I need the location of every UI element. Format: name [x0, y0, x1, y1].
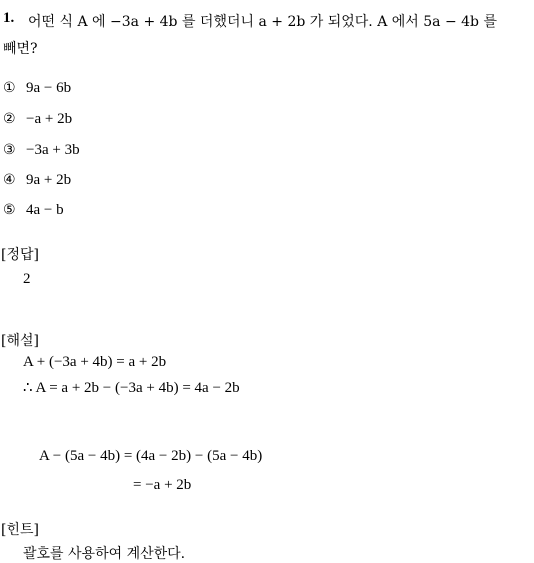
choice-1-mark: ①: [3, 80, 16, 96]
choice-2-mark: ②: [3, 111, 16, 127]
choice-5-text: 4a − b: [26, 202, 64, 218]
choice-2-text: −a + 2b: [26, 111, 73, 127]
choice-3-mark: ③: [3, 142, 16, 158]
choice-5[interactable]: [3, 202, 64, 219]
choice-1-text: 9a − 6b: [26, 80, 72, 96]
hint-label: [힌트]: [1, 522, 39, 538]
choice-3[interactable]: [3, 142, 80, 159]
explanation-line-1: A + (−3a + 4b) = a + 2b: [23, 354, 167, 370]
choice-4-text: 9a + 2b: [26, 172, 72, 188]
question-block: [3, 10, 14, 27]
explanation-line-4: = −a + 2b: [133, 477, 192, 493]
choice-3-text: −3a + 3b: [26, 142, 80, 158]
question-number: 1.: [3, 10, 15, 26]
choice-2[interactable]: [3, 111, 72, 128]
question-line-1: 어떤 식 A 에 −3a + 4b 를 더했더니 a + 2b 가 되었다. A 에서 5a − 4b 를: [28, 14, 497, 30]
choice-5-mark: ⑤: [3, 202, 16, 218]
choice-1[interactable]: [3, 80, 71, 97]
answer-value: 2: [23, 271, 31, 287]
answer-label: [정답]: [1, 247, 39, 263]
hint-text: 괄호를 사용하여 계산한다.: [23, 546, 186, 562]
explanation-label: [해설]: [1, 333, 39, 349]
explanation-line-3: A − (5a − 4b) = (4a − 2b) − (5a − 4b): [39, 448, 263, 464]
choice-4-mark: ④: [3, 172, 16, 188]
explanation-line-2: ∴ A = a + 2b − (−3a + 4b) = 4a − 2b: [23, 380, 240, 396]
choice-4[interactable]: [3, 172, 71, 189]
question-line-2: 빼면?: [3, 41, 38, 57]
